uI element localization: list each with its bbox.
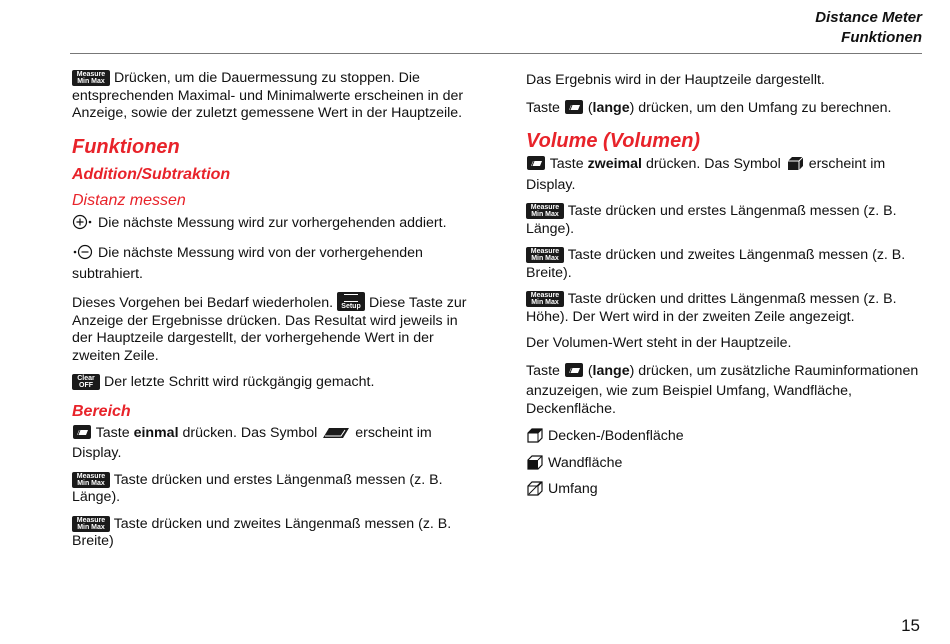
header-subtitle: Funktionen: [841, 29, 922, 46]
measure-key-icon: Measure Min Max: [72, 516, 110, 532]
plus-key-icon: [72, 214, 94, 236]
paragraph-volume-measure-1: Measure Min Max Taste drücken und erstes Längenmaß messen (z. B. Länge).: [526, 203, 897, 237]
area-key-icon: [564, 362, 584, 384]
paragraph-volume-measure-3: Measure Min Max Taste drücken und drittes Längenmaß messen (z. B. Höhe). Der Wert wird in der zweiten Zeile angezeigt.: [526, 291, 897, 325]
measure-key-icon: Measure Min Max: [72, 70, 110, 86]
header-rule: [70, 53, 922, 54]
heading-funktionen: Funktionen: [72, 135, 180, 158]
paragraph-result: Das Ergebnis wird in der Hauptzeile dargestellt.: [526, 72, 825, 88]
perimeter-icon: [526, 480, 544, 502]
paragraph-volume-result: Der Volumen-Wert steht in der Hauptzeile.: [526, 335, 792, 351]
paragraph-clear: Clear OFF Der letzte Schritt wird rückgängig gemacht.: [72, 374, 467, 392]
area-key-icon: [564, 99, 584, 121]
heading-distanz-messen: Distanz messen: [72, 191, 186, 209]
heading-volume: Volume (Volumen): [526, 130, 701, 152]
clear-off-key-icon: Clear OFF: [72, 374, 100, 390]
heading-bereich: Bereich: [72, 402, 131, 420]
ceiling-floor-icon: [526, 427, 544, 449]
paragraph-volume-measure-2: Measure Min Max Taste drücken und zweites Längenmaß messen (z. B. Breite).: [526, 247, 906, 281]
left-column: [72, 70, 467, 560]
paragraph-repeat: Dieses Vorgehen bei Bedarf wiederholen. Setup Diese Taste zur Anzeige der Ergebnisse drücken. Das Resultat wird jeweils in der Hauptzeile dargestellt, der vorhergehende Wert in der zweiten Zeile.: [72, 292, 467, 365]
area-symbol-icon: [321, 426, 351, 446]
measure-key-icon: Measure Min Max: [526, 291, 564, 307]
minus-key-icon: [72, 244, 94, 266]
paragraph-bereich-measure-2: Measure Min Max Taste drücken und zweites Längenmaß messen (z. B. Breite): [72, 515, 452, 549]
paragraph-bereich-measure-1: Measure Min Max Taste drücken und erstes Längenmaß messen (z. B. Länge).: [72, 471, 443, 505]
paragraph-stop-measure: Measure Min Max Drücken, um die Dauermessung zu stoppen. Die entsprechenden Maximal- und Minimalwerte erscheinen in der Anzeige, sowie der zuletzt gemessene Wert in der Hauptzeile.: [72, 70, 464, 121]
header-title: Distance Meter: [815, 9, 922, 26]
paragraph-volume-intro: Taste zweimal drücken. Das Symbol erscheint im Display.: [526, 156, 886, 193]
paragraph-bereich: Taste einmal drücken. Das Symbol erscheint im Display.: [72, 424, 432, 461]
volume-symbol-icon: [785, 155, 805, 177]
wall-area-icon: [526, 454, 544, 476]
legend-perimeter: Umfang: [526, 480, 921, 502]
area-key-icon: [72, 424, 92, 446]
legend-wall: Wandfläche: [526, 454, 921, 476]
setup-key-icon: Setup: [337, 292, 365, 311]
measure-key-icon: Measure Min Max: [526, 247, 564, 263]
paragraph-plus: Die nächste Messung wird zur vorhergehenden addiert.: [72, 214, 467, 236]
paragraph-minus: Die nächste Messung wird von der vorhergehenden subtrahiert.: [72, 245, 423, 282]
legend-ceiling-floor: Decken-/Bodenfläche: [526, 427, 921, 449]
area-key-icon: [526, 155, 546, 177]
right-column: [526, 72, 921, 507]
heading-addition-subtraktion: Addition/Subtraktion: [72, 165, 231, 183]
paragraph-perimeter: Taste (lange) drücken, um den Umfang zu berechnen.: [526, 99, 921, 121]
measure-key-icon: Measure Min Max: [526, 203, 564, 219]
page-number: 15: [901, 616, 920, 635]
paragraph-room-info: Taste (lange) drücken, um zusätzliche Rauminformationen anzuzeigen, wie zum Beispiel Umfang, Wandfläche, Deckenfläche.: [526, 362, 919, 417]
page-header: [815, 8, 922, 48]
measure-key-icon: Measure Min Max: [72, 472, 110, 488]
